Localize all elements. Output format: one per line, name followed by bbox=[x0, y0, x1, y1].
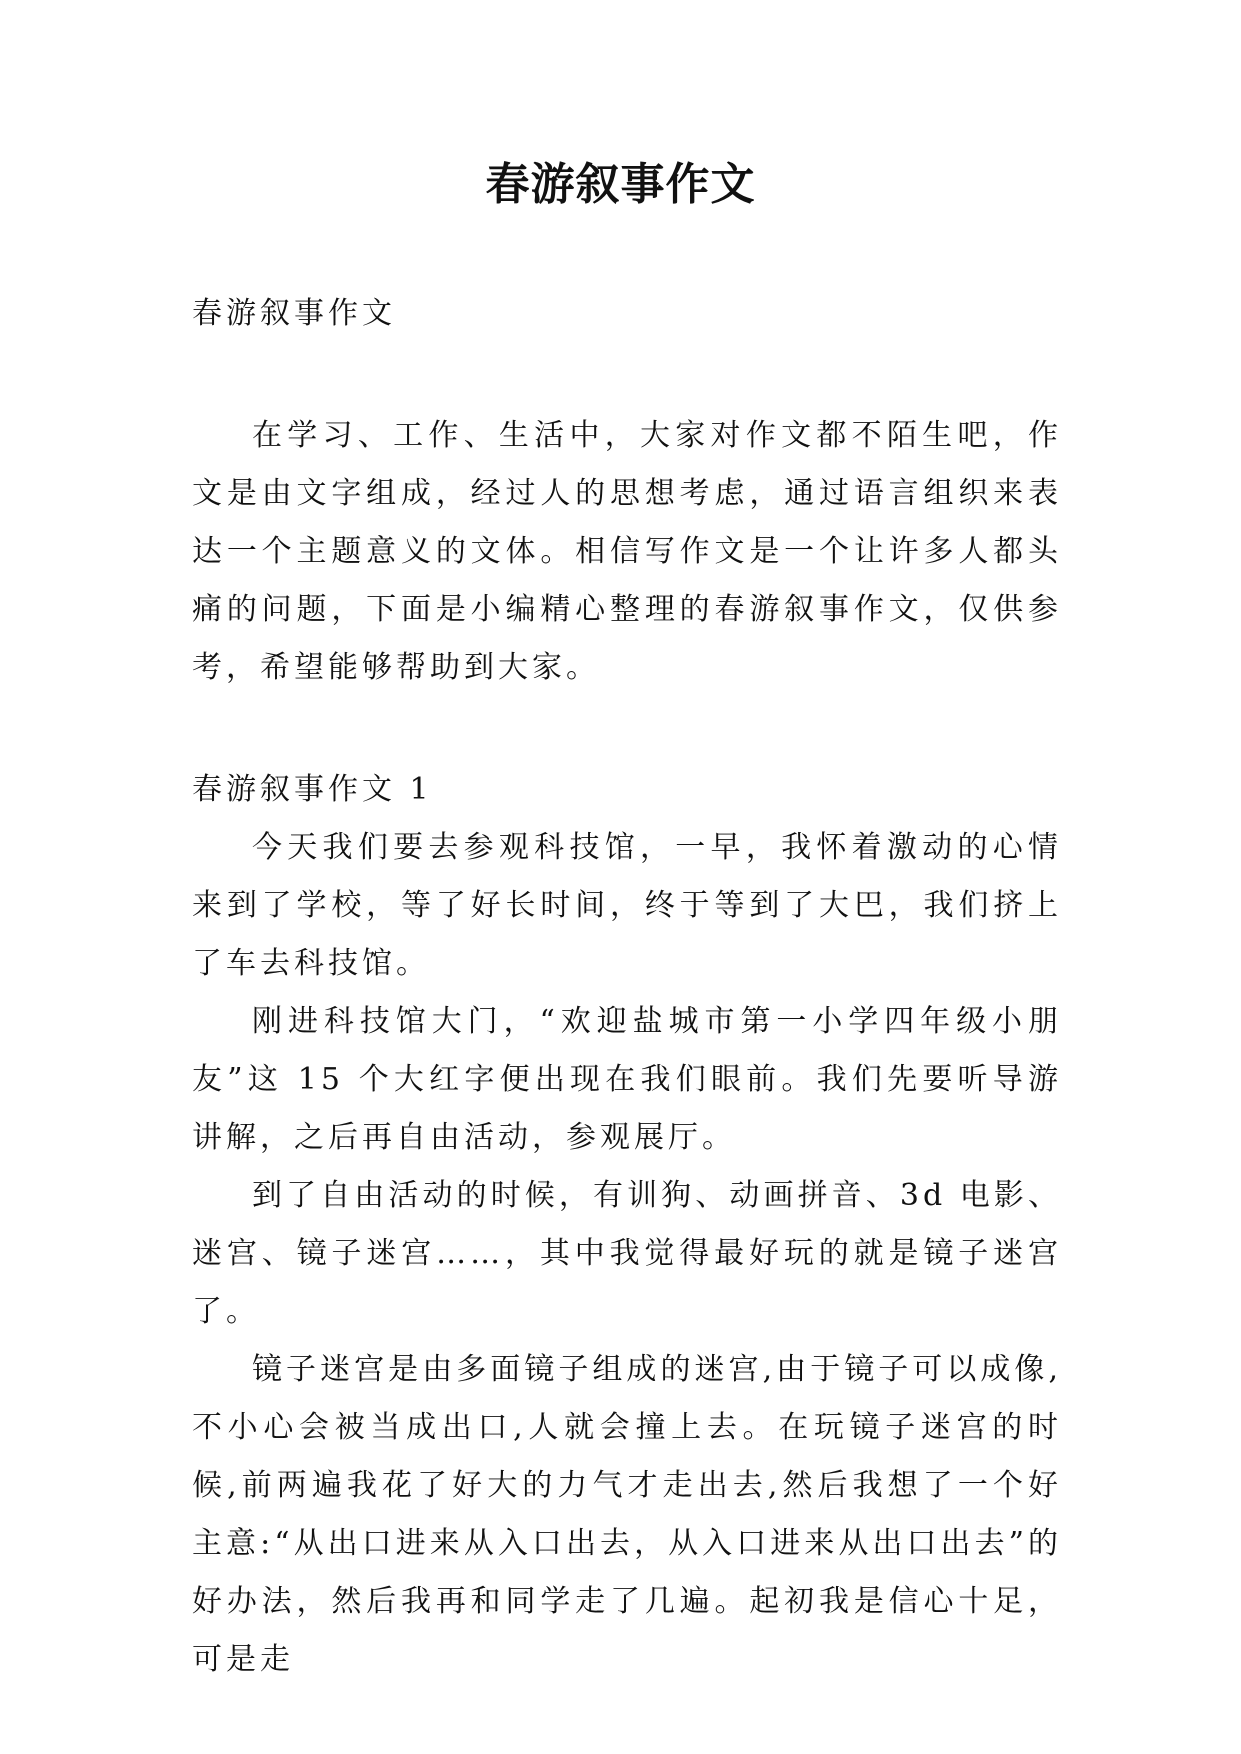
body-paragraph: 今天我们要去参观科技馆，一早，我怀着激动的心情来到了学校，等了好长时间，终于等到了大巴，我们挤上了车去科技馆。 bbox=[192, 830, 1062, 981]
document-body bbox=[192, 285, 1062, 1689]
document-title: 春游叙事作文 bbox=[485, 159, 756, 210]
body-paragraph: 刚进科技馆大门，“欢迎盐城市第一小学四年级小朋友”这 15 个大红字便出现在我们眼前。我们先要听导游讲解，之后再自由活动，参观展厅。 bbox=[192, 1004, 1062, 1155]
document-subtitle: 春游叙事作文 bbox=[192, 296, 396, 331]
body-paragraph: 镜子迷宫是由多面镜子组成的迷宫,由于镜子可以成像,不小心会被当成出口,人就会撞上去。在玩镜子迷宫的时候,前两遍我花了好大的力气才走出去,然后我想了一个好主意:“从出口进来从入口出去，从入口进来从出口出去”的好办法，然后我再和同学走了几遍。起初我是信心十足，可是走 bbox=[192, 1352, 1062, 1677]
body-paragraph: 到了自由活动的时候，有训狗、动画拼音、3d 电影、迷宫、镜子迷宫……，其中我觉得最好玩的就是镜子迷宫了。 bbox=[192, 1178, 1062, 1329]
section-heading: 春游叙事作文 1 bbox=[192, 772, 433, 807]
intro-paragraph: 在学习、工作、生活中，大家对作文都不陌生吧，作文是由文字组成，经过人的思想考虑，通过语言组织来表达一个主题意义的文体。相信写作文是一个让许多人都头痛的问题，下面是小编精心整理的春游叙事作文，仅供参考，希望能够帮助到大家。 bbox=[192, 418, 1062, 685]
